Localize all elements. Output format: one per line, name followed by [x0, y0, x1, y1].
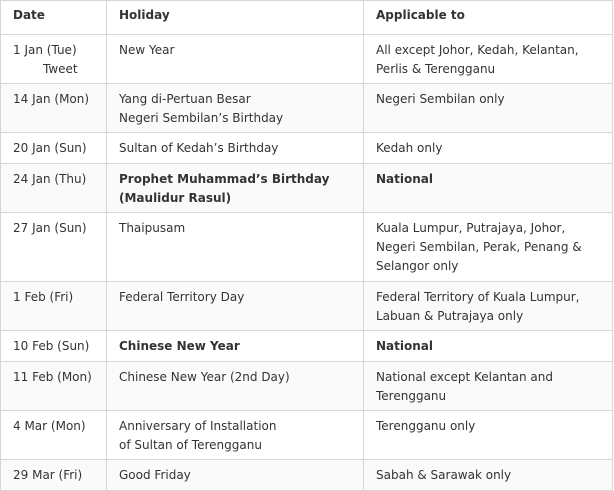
cell-holiday: Good Friday: [107, 460, 364, 491]
cell-applicable: National except Kelantan and Terengganu: [364, 362, 613, 411]
cell-date: [1, 460, 107, 491]
cell-holiday: Chinese New Year (2nd Day): [107, 362, 364, 411]
cell-date: [1, 133, 107, 164]
table-row: [1, 213, 613, 282]
table-row: [1, 411, 613, 460]
table-row: [1, 362, 613, 411]
cell-holiday: Prophet Muhammad’s Birthday (Maulidur Rasul): [107, 164, 364, 213]
cell-date: [1, 35, 107, 84]
date-text: 14 Jan (Mon): [13, 92, 90, 106]
table-row: [1, 133, 613, 164]
table-row: [1, 460, 613, 491]
header-holiday: Holiday: [107, 1, 364, 35]
cell-holiday: New Year: [107, 35, 364, 84]
table-body: [1, 35, 613, 491]
header-applicable: Applicable to: [364, 1, 613, 35]
cell-holiday: Yang di-Pertuan Besar Negeri Sembilan’s Birthday: [107, 84, 364, 133]
tweet-link[interactable]: Tweet: [43, 62, 78, 76]
date-text: 4 Mar (Mon): [13, 419, 86, 433]
cell-holiday: Thaipusam: [107, 213, 364, 282]
cell-applicable: Sabah & Sarawak only: [364, 460, 613, 491]
header-date: Date: [1, 1, 107, 35]
cell-applicable: Negeri Sembilan only: [364, 84, 613, 133]
date-text: 20 Jan (Sun): [13, 141, 87, 155]
cell-applicable: Terengganu only: [364, 411, 613, 460]
cell-date: [1, 411, 107, 460]
cell-applicable: Kuala Lumpur, Putrajaya, Johor, Negeri Sembilan, Perak, Penang & Selangor only: [364, 213, 613, 282]
cell-date: [1, 331, 107, 362]
date-text: 1 Jan (Tue): [13, 43, 77, 57]
cell-holiday: Sultan of Kedah’s Birthday: [107, 133, 364, 164]
table-row: [1, 282, 613, 331]
cell-applicable: National: [364, 164, 613, 213]
header-row: [1, 1, 613, 35]
cell-date: [1, 362, 107, 411]
cell-applicable: Federal Territory of Kuala Lumpur, Labuan & Putrajaya only: [364, 282, 613, 331]
table-row: [1, 35, 613, 84]
cell-applicable: All except Johor, Kedah, Kelantan, Perlis & Terengganu: [364, 35, 613, 84]
table-row: [1, 164, 613, 213]
cell-date: [1, 164, 107, 213]
cell-date: [1, 84, 107, 133]
cell-holiday: Federal Territory Day: [107, 282, 364, 331]
cell-date: [1, 213, 107, 282]
table-row: [1, 84, 613, 133]
cell-holiday: Anniversary of Installation of Sultan of Terengganu: [107, 411, 364, 460]
date-text: 29 Mar (Fri): [13, 468, 83, 482]
table-row: [1, 331, 613, 362]
date-text: 27 Jan (Sun): [13, 221, 87, 235]
cell-applicable: National: [364, 331, 613, 362]
date-text: 10 Feb (Sun): [13, 339, 90, 353]
date-text: 11 Feb (Mon): [13, 370, 92, 384]
date-text: 24 Jan (Thu): [13, 172, 87, 186]
date-text: 1 Feb (Fri): [13, 290, 74, 304]
cell-holiday: Chinese New Year: [107, 331, 364, 362]
cell-date: [1, 282, 107, 331]
cell-applicable: Kedah only: [364, 133, 613, 164]
